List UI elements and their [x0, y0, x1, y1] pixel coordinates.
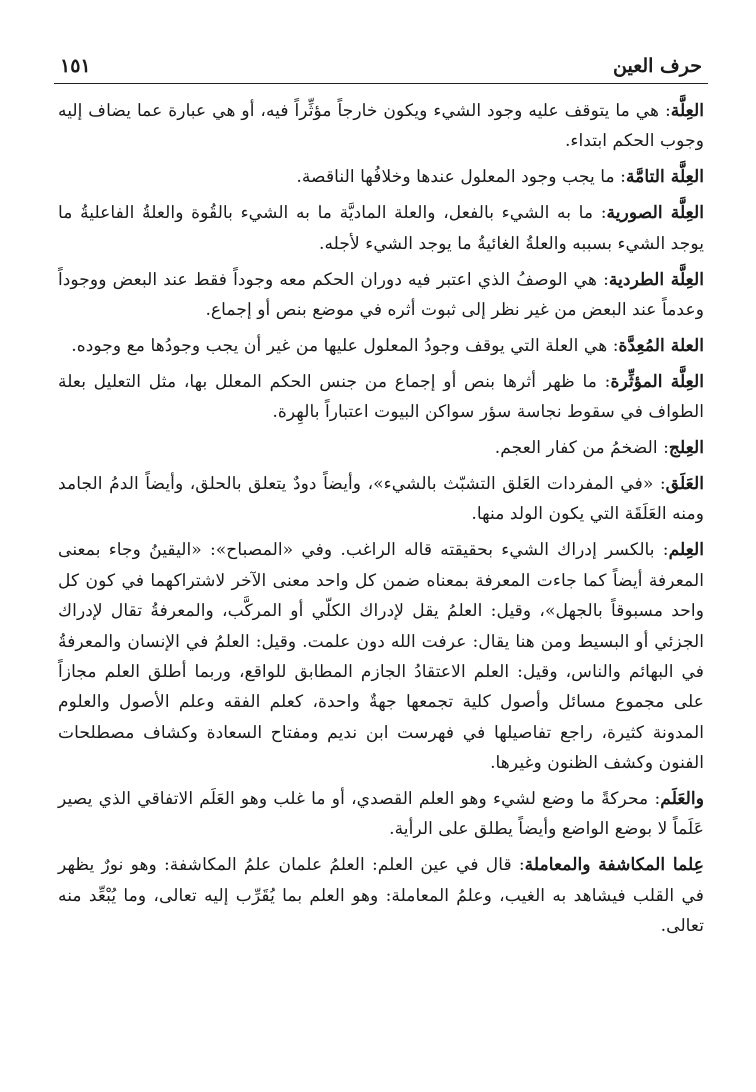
entry-alaq: العَلَق: «في المفردات العَلق التشبّث بالشيء»، وأيضاً دودٌ يتعلق بالحلق، وأيضاً الدمُ الجامد ومنه العَلَقَة التي يكون الولد منها. [58, 473, 704, 525]
document-page [54, 44, 708, 1074]
entry-illa-suriyya: العِلَّة الصورية: ما به الشيء بالفعل، والعلة الماديَّة ما به الشيء بالقُوة والعلةُ الفاعليةُ ما يوجد الشيء بسببه والعلةُ الغائيةُ ما يوجد الشيء لأجله. [58, 203, 704, 254]
entry-term: العِلج [668, 438, 704, 459]
entry-term: العِلَّة التامَّة [625, 167, 704, 188]
entry-term: عِلما المكاشفة والمعاملة [524, 855, 704, 876]
entry-term: العلة المُعِدَّة [618, 335, 704, 356]
entries-list [54, 96, 708, 942]
entry-definition: ما يجب وجود المعلول عندها وخلافُها الناقصة. [296, 167, 615, 188]
entry-illa-muaththira: العِلَّة المؤثِّرة: ما ظهر أثرها بنص أو إجماع من جنس الحكم المعلل بها، مثل التعليل بعلة الطواف في سقوط نجاسة سؤر سواكن البيوت اعتباراً بالهِرة. [58, 371, 704, 423]
entry-definition: ما ظهر أثرها بنص أو إجماع من جنس الحكم المعلل بها، مثل التعليل بعلة الطواف في سقوط نجاسة سؤر سواكن البيوت اعتباراً بالهِرة. [58, 371, 704, 423]
entry-definition: قال في عين العلم: العلمُ علمان علمُ المكاشفة: وهو نورٌ يظهر في القلب فيشاهد به الغيب، وعلمُ المعاملة: وهو العلم بما يُقَرِّب إليه تعالى، وما يُبْعِّد منه تعالى. [58, 855, 704, 937]
entry-ilma-mukashafa: عِلما المكاشفة والمعاملة: قال في عين العلم: العلمُ علمان علمُ المكاشفة: وهو نورٌ يظهر في القلب فيشاهد به الغيب، وعلمُ المعاملة: وهو العلم بما يُقَرِّب إليه تعالى، وما يُبْعِّد منه تعالى. [58, 855, 704, 937]
entry-term: العِلَّة الطردية [608, 269, 704, 290]
entry-illa-tardiyya: العِلَّة الطردية: هي الوصفُ الذي اعتبر فيه دوران الحكم معه وجوداً فقط عند البعض ووجوداً وعدماً عند البعض من غير نظر إلى ثبوت أثره في موضع بنص أو إجماع. [58, 269, 704, 320]
entry-illa-muidda: العلة المُعِدَّة: هي العلة التي يوقف وجودُ المعلول عليها من غير أن يجب وجودُها مع وجوده. [71, 335, 704, 356]
entry-illa-tamma: العِلَّة التامَّة: ما يجب وجود المعلول عندها وخلافُها الناقصة. [296, 167, 704, 188]
entry-term: العِلَّة [670, 101, 704, 121]
entry-definition: هي الوصفُ الذي اعتبر فيه دوران الحكم معه وجوداً فقط عند البعض ووجوداً وعدماً عند البعض من غير نظر إلى ثبوت أثره في موضع بنص أو إجماع. [58, 269, 704, 320]
entry-ilj: العِلج: الضخمُ من كفار العجم. [494, 438, 704, 459]
entry-definition: الضخمُ من كفار العجم. [494, 438, 658, 459]
chapter-title: حرف العين [613, 55, 702, 77]
entry-definition: «في المفردات العَلق التشبّث بالشيء»، وأيضاً دودٌ يتعلق بالحلق، وأيضاً الدمُ الجامد ومنه العَلَقَة التي يكون الولد منها. [58, 473, 704, 525]
entry-ilm: العِلم: بالكسر إدراك الشيء بحقيقته قاله الراغب. وفي «المصباح»: «اليقينُ وجاء بمعنى المعرفة أيضاً كما جاءت المعرفة بمعناه ضمن كل واحد معنى الآخر لاشتراكهما في كون كل واحد مسبوقاً بالجهل»، وقيل: العلمُ يقل لإدراك الكلّي أو المركَّب، والمعرفةُ تقال لإدراك الجزئي أو البسيط ومن هنا يقال: عرفت الله دون علمت. وقيل: العلمُ في الإنسان والمعرفةُ في البهائم والناس، وقيل: العلم الاعتقادُ الجازم المطابق للواقع، وربما أطلق العلم مجازاً على مجموع مسائل وأصول كلية تجمعها جهةٌ واحدة، كعلم الفقه وعلم الأصول والعلوم المدونة كثيرة، راجع تفاصيلها في فهرست ابن نديم ومفتاح السعادة وكشاف مصطلحات الفنون وكشف الظنون وغيرها. [58, 540, 704, 774]
entry-illa: العِلَّة: هي ما يتوقف عليه وجود الشيء ويكون خارجاً مؤثِّراً فيه، أو هي عبارة عما يضاف إليه وجوب الحكم ابتداء. [58, 101, 704, 152]
page-header [54, 44, 708, 84]
entry-definition: محركةً ما وضع لشيء وهو العلم القصدي، أو ما غلب وهو العَلَم الاتفاقي الذي يصير عَلَماً لا بوضع الواضع وأيضاً يطلق على الرأية. [58, 789, 704, 840]
entry-alam: والعَلَم: محركةً ما وضع لشيء وهو العلم القصدي، أو ما غلب وهو العَلَم الاتفاقي الذي يصير عَلَماً لا بوضع الواضع وأيضاً يطلق على الرأية. [58, 789, 704, 840]
entry-term: العِلَّة الصورية [606, 203, 704, 224]
entry-definition: ما به الشيء بالفعل، والعلة الماديَّة ما به الشيء بالقُوة والعلةُ الفاعليةُ ما يوجد الشيء بسببه والعلةُ الغائيةُ ما يوجد الشيء لأجله. [58, 203, 704, 254]
entry-definition: هي ما يتوقف عليه وجود الشيء ويكون خارجاً مؤثِّراً فيه، أو هي عبارة عما يضاف إليه وجوب الحكم ابتداء. [58, 101, 704, 152]
entry-definition: بالكسر إدراك الشيء بحقيقته قاله الراغب. وفي «المصباح»: «اليقينُ وجاء بمعنى المعرفة أيضاً كما جاءت المعرفة بمعناه ضمن كل واحد معنى الآخر لاشتراكهما في كون كل واحد مسبوقاً بالجهل»، وقيل: العلمُ يقل لإدراك الكلّي أو المركَّب، والمعرفةُ تقال لإدراك الجزئي أو البسيط ومن هنا يقال: عرفت الله دون علمت. وقيل: العلمُ في الإنسان والمعرفةُ في البهائم والناس، وقيل: العلم الاعتقادُ الجازم المطابق للواقع، وربما أطلق العلم مجازاً على مجموع مسائل وأصول كلية تجمعها جهةٌ واحدة، كعلم الفقه وعلم الأصول والعلوم المدونة كثيرة، راجع تفاصيلها في فهرست ابن نديم ومفتاح السعادة وكشاف مصطلحات الفنون وكشف الظنون وغيرها. [58, 540, 704, 774]
page-number: ١٥١ [60, 55, 91, 77]
entry-term: والعَلَم [660, 789, 704, 810]
entry-term: العِلَّة المؤثِّرة [610, 371, 704, 392]
entry-term: العَلَق [665, 473, 704, 494]
entry-term: العِلم [668, 540, 704, 561]
entry-definition: هي العلة التي يوقف وجودُ المعلول عليها من غير أن يجب وجودُها مع وجوده. [71, 335, 608, 356]
